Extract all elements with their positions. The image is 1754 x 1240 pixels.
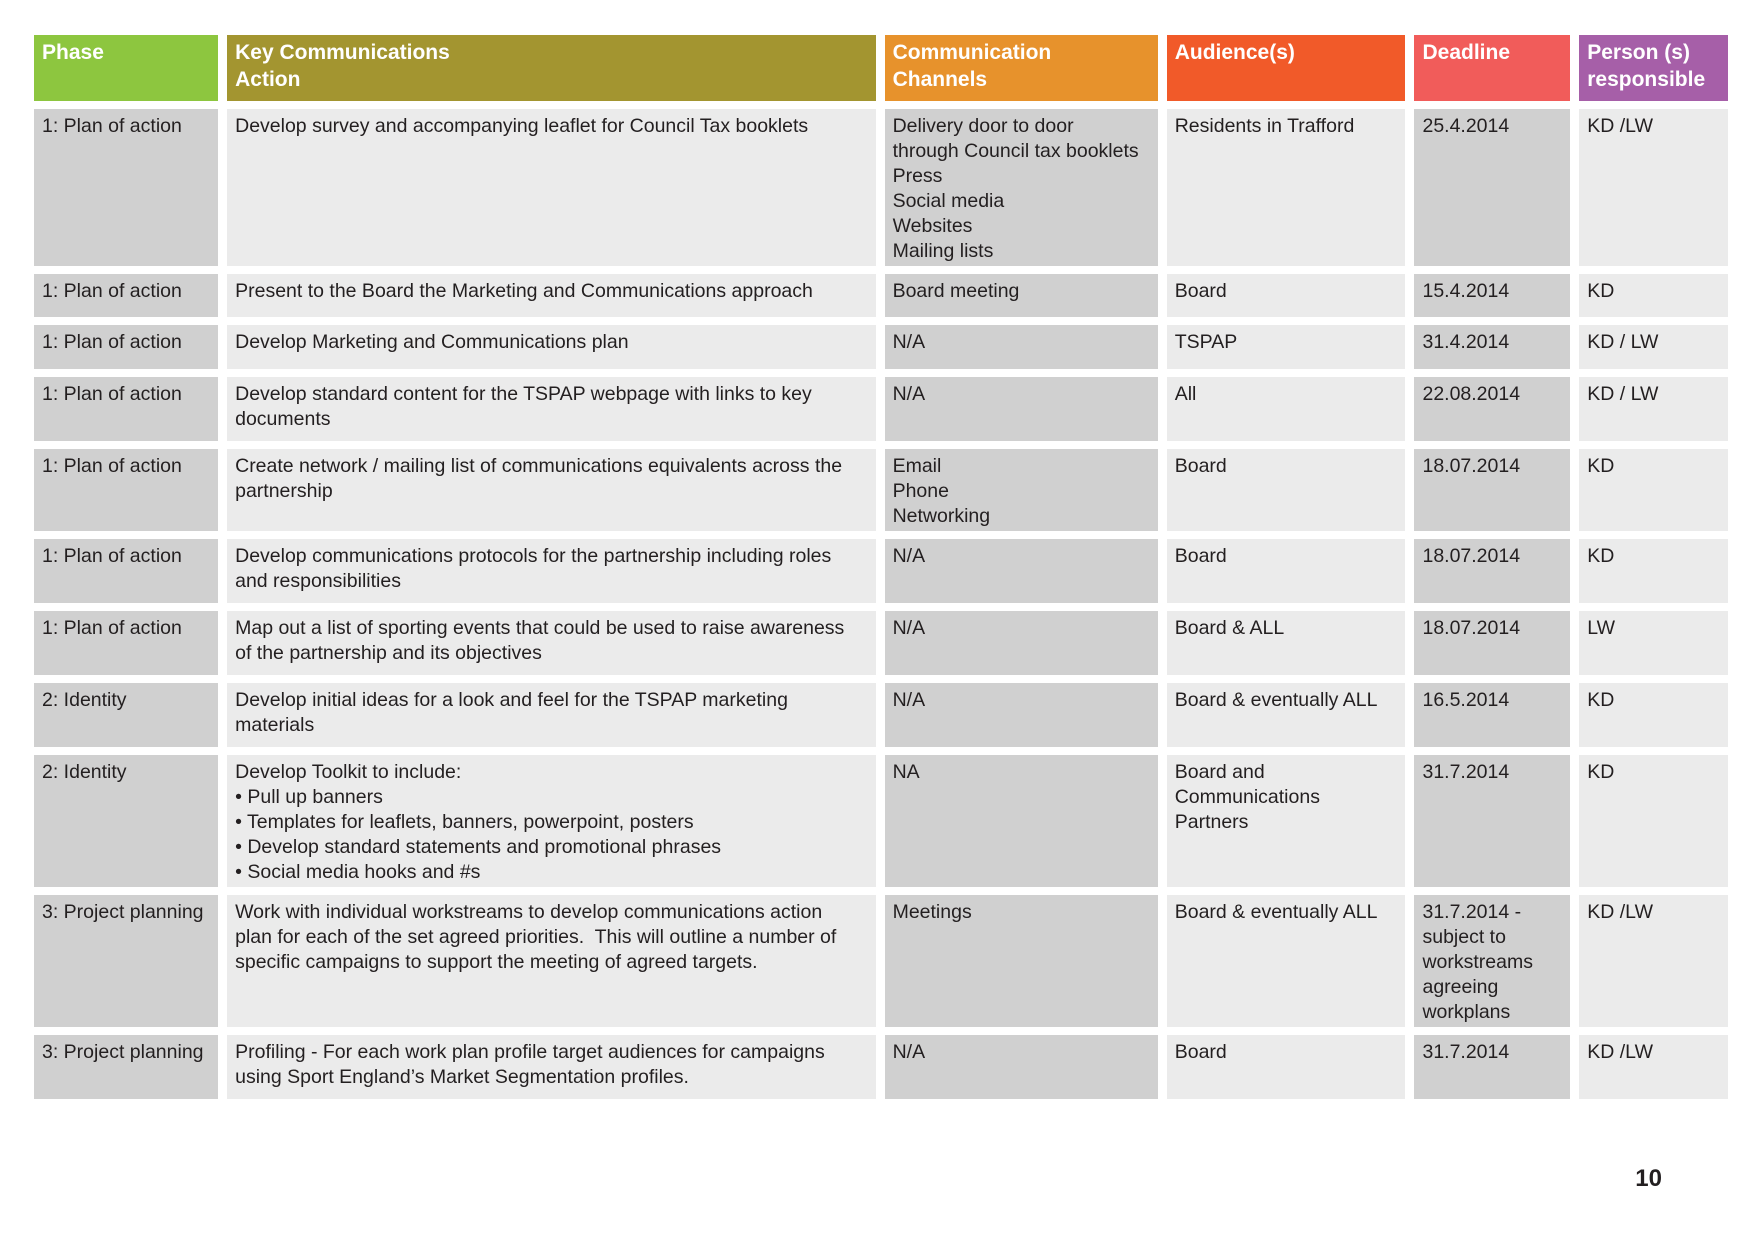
table-row [34,683,1728,747]
header-label-line: Phase [42,41,104,64]
deadline-cell [1414,109,1570,266]
header-communication-channels [885,35,1158,101]
channels-cell [885,539,1158,603]
action-line: Develop standard content for the TSPAP webpage with links to key [235,383,812,405]
action-cell [227,895,875,1027]
deadline-cell [1414,325,1570,369]
channels-cell [885,755,1158,887]
action-line: Develop Toolkit to include: [235,761,462,783]
action-line: Map out a list of sporting events that could be used to raise awareness [235,617,845,639]
person-cell: KD [1579,539,1728,603]
table-body [34,109,1728,1099]
phase-cell: 1: Plan of action [34,274,218,317]
action-line: specific campaigns to support the meeting of agreed targets. [235,951,758,973]
phase-cell: 1: Plan of action [34,325,218,369]
person-cell: KD [1579,683,1728,747]
header-label-line: Channels [892,68,988,91]
deadline-cell [1414,449,1570,531]
header-key-communications-action [227,35,875,101]
phase-cell: 1: Plan of action [34,449,218,531]
channels-line: Networking [892,505,991,527]
action-cell [227,611,875,675]
phase-cell: 3: Project planning [34,895,218,1027]
deadline-line: 18.07.2014 [1422,455,1521,477]
action-line: Develop survey and accompanying leaflet for Council Tax booklets [235,115,809,137]
header-persons-responsible [1579,35,1728,101]
channels-line: N/A [892,331,926,353]
table-row [34,1035,1728,1099]
deadline-cell [1414,539,1570,603]
channels-cell [885,449,1158,531]
audience-line: Board & ALL [1174,617,1285,639]
action-line: documents [235,408,331,430]
audience-cell [1167,683,1406,747]
deadline-line: 16.5.2014 [1422,689,1510,711]
person-cell: KD / LW [1579,377,1728,441]
deadline-line: 25.4.2014 [1422,115,1510,137]
channels-line: Websites [892,215,973,237]
audience-cell [1167,539,1406,603]
header-label-line: Action [235,68,301,91]
deadline-line: agreeing [1422,976,1499,998]
deadline-line: 18.07.2014 [1422,617,1521,639]
action-line: materials [235,714,315,736]
person-cell: KD / LW [1579,325,1728,369]
phase-cell: 1: Plan of action [34,377,218,441]
audience-cell [1167,377,1406,441]
channels-line: Phone [892,480,949,502]
channels-line: N/A [892,383,926,405]
action-cell [227,449,875,531]
phase-cell: 2: Identity [34,683,218,747]
channels-cell [885,377,1158,441]
audience-line: TSPAP [1174,331,1238,353]
deadline-cell [1414,377,1570,441]
action-line: partnership [235,480,333,502]
action-cell [227,109,875,266]
header-label-line: Deadline [1422,41,1510,64]
person-cell: KD [1579,274,1728,317]
action-cell [227,325,875,369]
channels-line: N/A [892,689,926,711]
channels-line: Email [892,455,942,477]
action-cell [227,1035,875,1099]
audience-line: Communications [1174,786,1320,808]
audience-line: Board & eventually ALL [1174,689,1378,711]
person-cell: LW [1579,611,1728,675]
action-line: Work with individual workstreams to develop communications action [235,901,823,923]
deadline-line: 22.08.2014 [1422,383,1521,405]
audience-cell [1167,109,1406,266]
action-line: using Sport England’s Market Segmentation profiles. [235,1066,689,1088]
channels-line: through Council tax booklets [892,140,1139,162]
audience-cell [1167,611,1406,675]
audience-cell [1167,449,1406,531]
audience-line: Board and [1174,761,1265,783]
deadline-cell [1414,895,1570,1027]
action-line: Profiling - For each work plan profile target audiences for campaigns [235,1041,825,1063]
deadline-cell [1414,755,1570,887]
table-row [34,325,1728,369]
audience-cell [1167,1035,1406,1099]
action-line: • Develop standard statements and promotional phrases [235,836,722,858]
header-deadline [1414,35,1570,101]
action-cell [227,539,875,603]
channels-line: Board meeting [892,280,1020,302]
table-row [34,109,1728,266]
action-line: • Templates for leaflets, banners, powerpoint, posters [235,811,694,833]
phase-cell: 1: Plan of action [34,539,218,603]
header-label-line: Key Communications [235,41,450,64]
action-line: and responsibilities [235,570,401,592]
deadline-line: 15.4.2014 [1422,280,1510,302]
page-number: 10 [1635,1165,1662,1192]
action-line: Develop initial ideas for a look and feel for the TSPAP marketing [235,689,788,711]
person-cell: KD /LW [1579,109,1728,266]
deadline-line: 31.4.2014 [1422,331,1510,353]
action-line: Present to the Board the Marketing and Communications approach [235,280,813,302]
action-cell [227,377,875,441]
action-line: • Pull up banners [235,786,383,808]
table-row [34,611,1728,675]
channels-cell [885,274,1158,317]
deadline-line: 31.7.2014 - [1422,901,1522,923]
audience-line: Board [1174,1041,1227,1063]
table-row [34,755,1728,887]
channels-cell [885,683,1158,747]
deadline-line: 31.7.2014 [1422,1041,1510,1063]
action-line: plan for each of the set agreed priorities. This will outline a number of [235,926,837,948]
header-label-line: responsible [1587,68,1706,91]
header-label-line: Person (s) [1587,41,1690,64]
audience-cell [1167,274,1406,317]
deadline-line: 18.07.2014 [1422,545,1521,567]
phase-cell: 2: Identity [34,755,218,887]
audience-cell [1167,895,1406,1027]
channels-line: N/A [892,617,926,639]
deadline-cell [1414,274,1570,317]
header-phase [34,35,218,101]
header-label-line: Communication [892,41,1052,64]
action-cell [227,274,875,317]
deadline-line: subject to [1422,926,1506,948]
person-cell: KD /LW [1579,1035,1728,1099]
person-cell: KD /LW [1579,895,1728,1027]
table-row [34,895,1728,1027]
table-row [34,274,1728,317]
channels-line: Social media [892,190,1005,212]
communications-plan-table [25,27,1737,1107]
audience-line: Board [1174,545,1227,567]
channels-cell [885,1035,1158,1099]
phase-cell: 3: Project planning [34,1035,218,1099]
deadline-cell [1414,1035,1570,1099]
audience-line: Partners [1174,811,1249,833]
table-row [34,539,1728,603]
action-line: Develop Marketing and Communications plan [235,331,629,353]
channels-line: NA [892,761,920,783]
header-label-line: Audience(s) [1174,41,1295,64]
audience-cell [1167,325,1406,369]
audience-line: All [1174,383,1197,405]
audience-line: Residents in Trafford [1174,115,1355,137]
audience-line: Board [1174,280,1227,302]
phase-cell: 1: Plan of action [34,109,218,266]
channels-line: N/A [892,545,926,567]
deadline-cell [1414,611,1570,675]
table-row [34,449,1728,531]
audience-line: Board [1174,455,1227,477]
deadline-cell [1414,683,1570,747]
deadline-line: workstreams [1422,951,1533,973]
person-cell: KD [1579,449,1728,531]
channels-line: Meetings [892,901,972,923]
channels-line: Delivery door to door [892,115,1074,137]
channels-cell [885,895,1158,1027]
deadline-line: 31.7.2014 [1422,761,1510,783]
audience-line: Board & eventually ALL [1174,901,1378,923]
table-row [34,377,1728,441]
action-cell [227,755,875,887]
channels-cell [885,109,1158,266]
header-row [34,35,1728,101]
channels-cell [885,325,1158,369]
channels-cell [885,611,1158,675]
action-cell [227,683,875,747]
header-audiences [1167,35,1406,101]
audience-cell [1167,755,1406,887]
deadline-line: workplans [1422,1001,1511,1023]
action-line: Create network / mailing list of communications equivalents across the [235,455,843,477]
action-line: • Social media hooks and #s [235,861,481,883]
channels-line: Mailing lists [892,240,994,262]
action-line: of the partnership and its objectives [235,642,542,664]
phase-cell: 1: Plan of action [34,611,218,675]
channels-line: Press [892,165,943,187]
action-line: Develop communications protocols for the partnership including roles [235,545,832,567]
person-cell: KD [1579,755,1728,887]
channels-line: N/A [892,1041,926,1063]
